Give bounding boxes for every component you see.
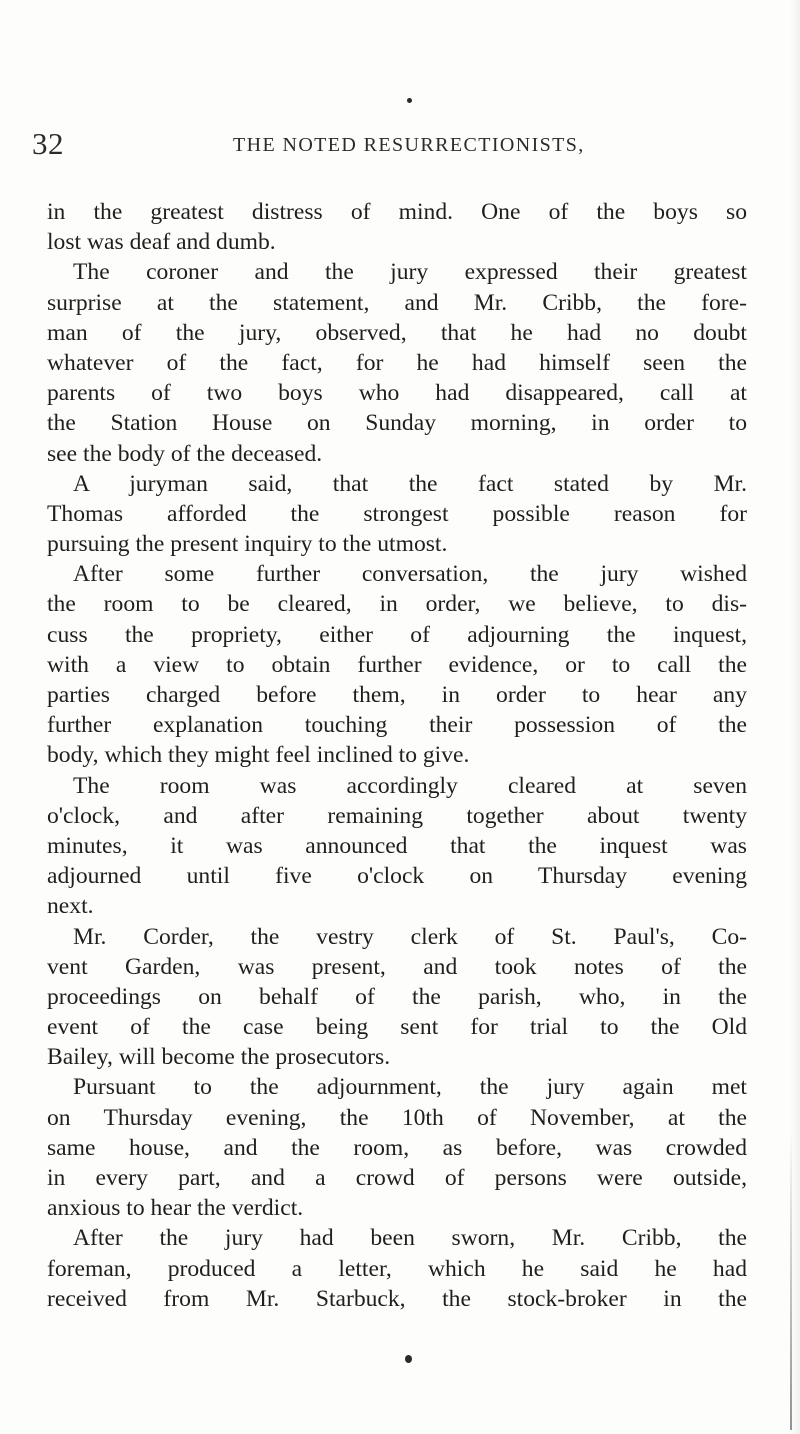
text-line: proceedings on behalf of the parish, who, in the [47,983,747,1010]
text-line: parents of two boys who had disappeared, call at [47,380,747,407]
text-line: After the jury had been sworn, Mr. Cribb, the [73,1225,747,1252]
text-line: The coroner and the jury expressed their greatest [73,259,747,286]
ink-speck-top [407,98,412,103]
text-line: minutes, it was announced that the inquest was [47,832,747,859]
text-line: surprise at the statement, and Mr. Cribb, the fore- [47,289,747,316]
text-line: the Station House on Sunday morning, in order to [47,410,747,437]
text-line: in the greatest distress of mind. One of the boys so [47,199,747,225]
text-line: A juryman said, that the fact stated by Mr. [73,470,747,497]
text-line: cuss the propriety, either of adjourning the inquest, [47,621,747,648]
text-line: event of the case being sent for trial to the Old [47,1014,747,1041]
running-head [0,126,800,166]
text-line: in every part, and a crowd of persons were outside, [47,1165,747,1191]
text-line: The room was accordingly cleared at seven [73,772,747,799]
text-line: vent Garden, was present, and took notes of the [47,953,747,980]
page-number: 32 [32,126,64,161]
text-line: pursuing the present inquiry to the utmost. [47,531,448,558]
text-line: body, which they might feel inclined to give. [47,742,470,769]
text-line: whatever of the fact, for he had himself seen the [47,349,747,376]
text-line: lost was deaf and dumb. [47,229,276,256]
text-line: Thomas afforded the strongest possible reason for [47,500,747,527]
text-line: Mr. Corder, the vestry clerk of St. Paul's, Co- [73,923,747,950]
text-line: parties charged before them, in order to hear any [47,682,747,708]
running-title: THE NOTED RESURRECTIONISTS, [233,134,585,156]
text-line: o'clock, and after remaining together about twenty [47,802,747,829]
text-line: further explanation touching their possession of the [47,712,747,739]
text-line: Pursuant to the adjournment, the jury again met [73,1074,747,1101]
page-edge-line [790,1130,792,1430]
text-line: adjourned until five o'clock on Thursday evening [47,863,747,890]
text-line: on Thursday evening, the 10th of November, at the [47,1104,747,1131]
text-line: see the body of the deceased. [47,440,323,467]
text-line: same house, and the room, as before, was crowded [47,1134,747,1161]
text-line: the room to be cleared, in order, we believe, to dis- [47,591,747,618]
text-line: anxious to hear the verdict. [47,1195,304,1222]
text-line: Bailey, will become the prosecutors. [47,1044,391,1071]
text-line: next. [47,893,94,920]
text-line: man of the jury, observed, that he had no doubt [47,319,747,346]
text-line: After some further conversation, the jury wished [73,561,747,588]
text-line: with a view to obtain further evidence, or to call the [47,651,747,678]
text-line: foreman, produced a letter, which he said he had [47,1255,747,1282]
body-text [47,197,747,1314]
ink-speck-bottom [405,1355,412,1363]
text-line: received from Mr. Starbuck, the stock-broker in the [47,1285,747,1312]
